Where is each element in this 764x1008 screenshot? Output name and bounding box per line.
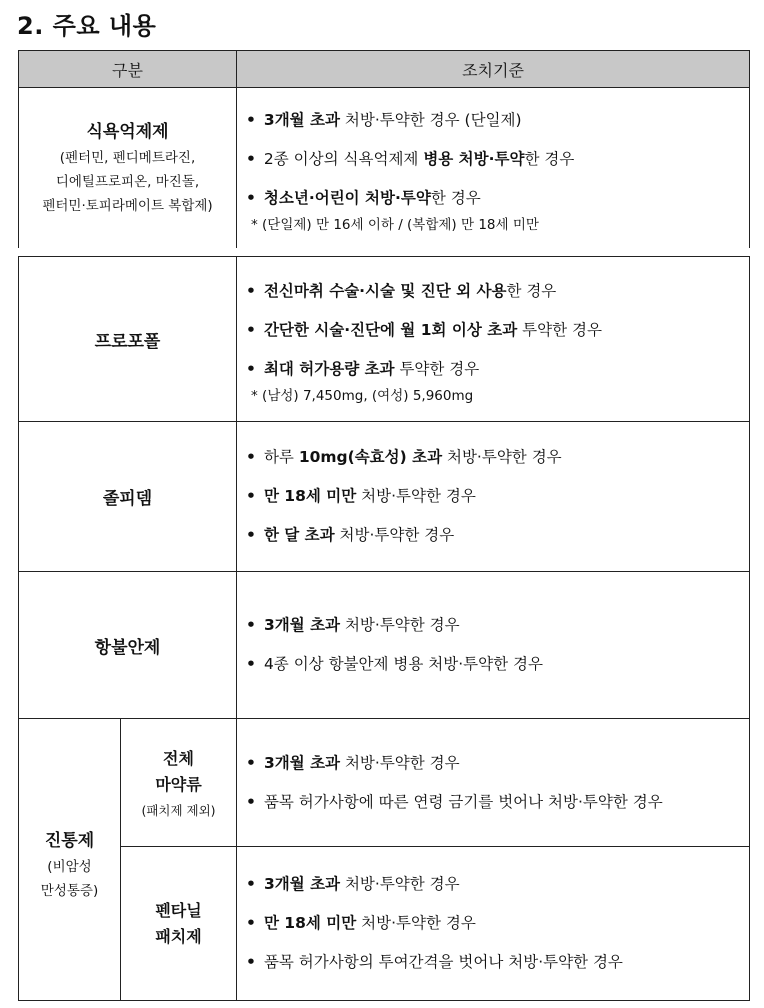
emphasis-text: 3개월 초과	[263, 110, 340, 129]
category-title: 졸피뎀	[102, 489, 153, 509]
item-text: 한 경우	[430, 188, 481, 207]
emphasis-text: 간단한 시술·진단에 월 1회 이상 초과	[263, 321, 518, 339]
table-row	[19, 422, 750, 572]
criteria-item	[246, 943, 749, 982]
item-text: 품목 허가사항의 투여간격을 벗어나 처방·투약한 경우	[263, 953, 623, 971]
emphasis-text: 최대 허가용량 초과	[263, 360, 395, 378]
criteria-item	[246, 438, 749, 477]
criteria-cell	[237, 719, 750, 847]
item-text: 품목 허가사항에 따른 연령 금기를 벗어나 처방·투약한 경우	[263, 792, 663, 811]
table-row	[19, 88, 750, 248]
subtitle-line: 펜터민·토피라메이트 복합제)	[42, 198, 213, 215]
criteria-item	[246, 350, 749, 389]
header-category: 구분	[19, 51, 237, 88]
category-cell	[19, 257, 237, 422]
criteria-item	[246, 311, 749, 350]
criteria-list	[237, 606, 749, 684]
criteria-item	[246, 865, 749, 904]
subtitle-line: (펜터민, 펜디메트라진,	[59, 150, 196, 167]
item-text: 하루	[263, 448, 299, 466]
header-criteria: 조치기준	[237, 51, 750, 88]
criteria-table-bottom	[18, 256, 750, 1001]
emphasis-text: 병용 처방·투약	[423, 149, 525, 168]
criteria-list	[237, 744, 749, 822]
criteria-note: * (단일제) 만 16세 이하 / (복합제) 만 18세 미만	[251, 216, 539, 233]
emphasis-text: 청소년·어린이 처방·투약	[263, 188, 431, 207]
criteria-list	[237, 101, 749, 218]
table-row	[19, 572, 750, 719]
criteria-item	[246, 516, 749, 555]
subcategory-title-line: 패치제	[155, 926, 202, 946]
bullet-icon: •	[246, 149, 256, 168]
subtitle-line: 디에틸프로피온, 마진돌,	[55, 174, 200, 191]
item-text: 처방·투약한 경우	[340, 753, 460, 772]
table-header-row	[19, 51, 750, 88]
bullet-icon: •	[246, 110, 256, 129]
emphasis-text: 3개월 초과	[263, 753, 341, 772]
category-title: 항불안제	[94, 637, 161, 658]
item-text: 처방·투약한 경우	[340, 875, 460, 893]
subtitle-line: (비암성	[47, 859, 92, 875]
criteria-cell	[237, 88, 750, 248]
item-text: 투약한 경우	[517, 321, 602, 339]
criteria-item	[246, 783, 749, 822]
bullet-icon: •	[246, 792, 256, 811]
emphasis-text: 만 18세 미만	[263, 487, 357, 505]
bullet-icon: •	[246, 753, 256, 772]
table-row	[19, 847, 750, 1001]
bullet-icon: •	[246, 616, 256, 634]
item-text: 2종 이상의 식욕억제제	[263, 149, 424, 168]
item-text: 처방·투약한 경우	[356, 914, 476, 932]
subcategory-cell	[121, 719, 237, 847]
category-title: 프로포폴	[94, 331, 161, 352]
criteria-list	[237, 438, 749, 555]
item-text: 한 경우	[524, 149, 575, 168]
category-title: 진통제	[44, 831, 95, 851]
item-text: 투약한 경우	[394, 360, 480, 378]
category-cell	[19, 572, 237, 719]
bullet-icon: •	[246, 487, 256, 505]
criteria-list	[237, 272, 749, 389]
bullet-icon: •	[246, 875, 256, 893]
bullet-icon: •	[246, 321, 256, 339]
emphasis-text: 3개월 초과	[263, 875, 341, 893]
subcategory-title-line: 전체	[163, 749, 194, 768]
item-text: 처방·투약한 경우	[340, 616, 460, 634]
bullet-icon: •	[246, 914, 256, 932]
category-title: 식욕억제제	[86, 122, 169, 143]
item-text: 처방·투약한 경우	[356, 487, 476, 505]
bullet-icon: •	[246, 526, 256, 544]
item-text: 처방·투약한 경우 (단일제)	[340, 110, 522, 129]
criteria-cell	[237, 422, 750, 572]
category-cell	[19, 88, 237, 248]
subcategory-title-line: 마약류	[155, 775, 202, 794]
emphasis-text: 만 18세 미만	[263, 914, 357, 932]
subtitle-line: 만성통증)	[40, 883, 99, 899]
item-text: 4종 이상 항불안제 병용 처방·투약한 경우	[263, 655, 543, 673]
section-heading: 2. 주요 내용	[17, 12, 157, 40]
subcategory-note: (패치제 제외)	[141, 803, 216, 818]
criteria-item	[246, 179, 749, 218]
criteria-item	[246, 744, 749, 783]
criteria-cell	[237, 847, 750, 1001]
criteria-item	[246, 606, 749, 645]
emphasis-text: 한 달 초과	[263, 526, 335, 544]
table-row	[19, 257, 750, 422]
category-subtitle	[19, 855, 120, 903]
subcategory-title-line: 펜타닐	[155, 900, 202, 920]
emphasis-text: 전신마취 수술·시술 및 진단 외 사용	[263, 282, 507, 300]
criteria-note: * (남성) 7,450mg, (여성) 5,960mg	[251, 388, 474, 404]
bullet-icon: •	[246, 360, 256, 378]
criteria-table-top	[18, 50, 750, 248]
criteria-cell	[237, 257, 750, 422]
emphasis-text: 3개월 초과	[263, 616, 341, 634]
category-cell	[19, 422, 237, 572]
criteria-list	[237, 865, 749, 982]
criteria-item	[246, 477, 749, 516]
category-subtitle	[19, 146, 236, 218]
bullet-icon: •	[246, 188, 256, 207]
item-text: 처방·투약한 경우	[442, 448, 562, 466]
criteria-item	[246, 904, 749, 943]
criteria-item	[246, 645, 749, 684]
criteria-cell	[237, 572, 750, 719]
category-cell	[19, 719, 121, 1001]
subcategory-cell	[121, 847, 237, 1001]
emphasis-text: 10mg(속효성) 초과	[298, 448, 443, 466]
criteria-item	[246, 272, 749, 311]
bullet-icon: •	[246, 448, 256, 466]
table-row	[19, 719, 750, 847]
criteria-item	[246, 140, 749, 179]
bullet-icon: •	[246, 953, 256, 971]
item-text: 한 경우	[506, 282, 557, 300]
bullet-icon: •	[246, 655, 256, 673]
bullet-icon: •	[246, 282, 256, 300]
item-text: 처방·투약한 경우	[334, 526, 455, 544]
criteria-item	[246, 101, 749, 140]
